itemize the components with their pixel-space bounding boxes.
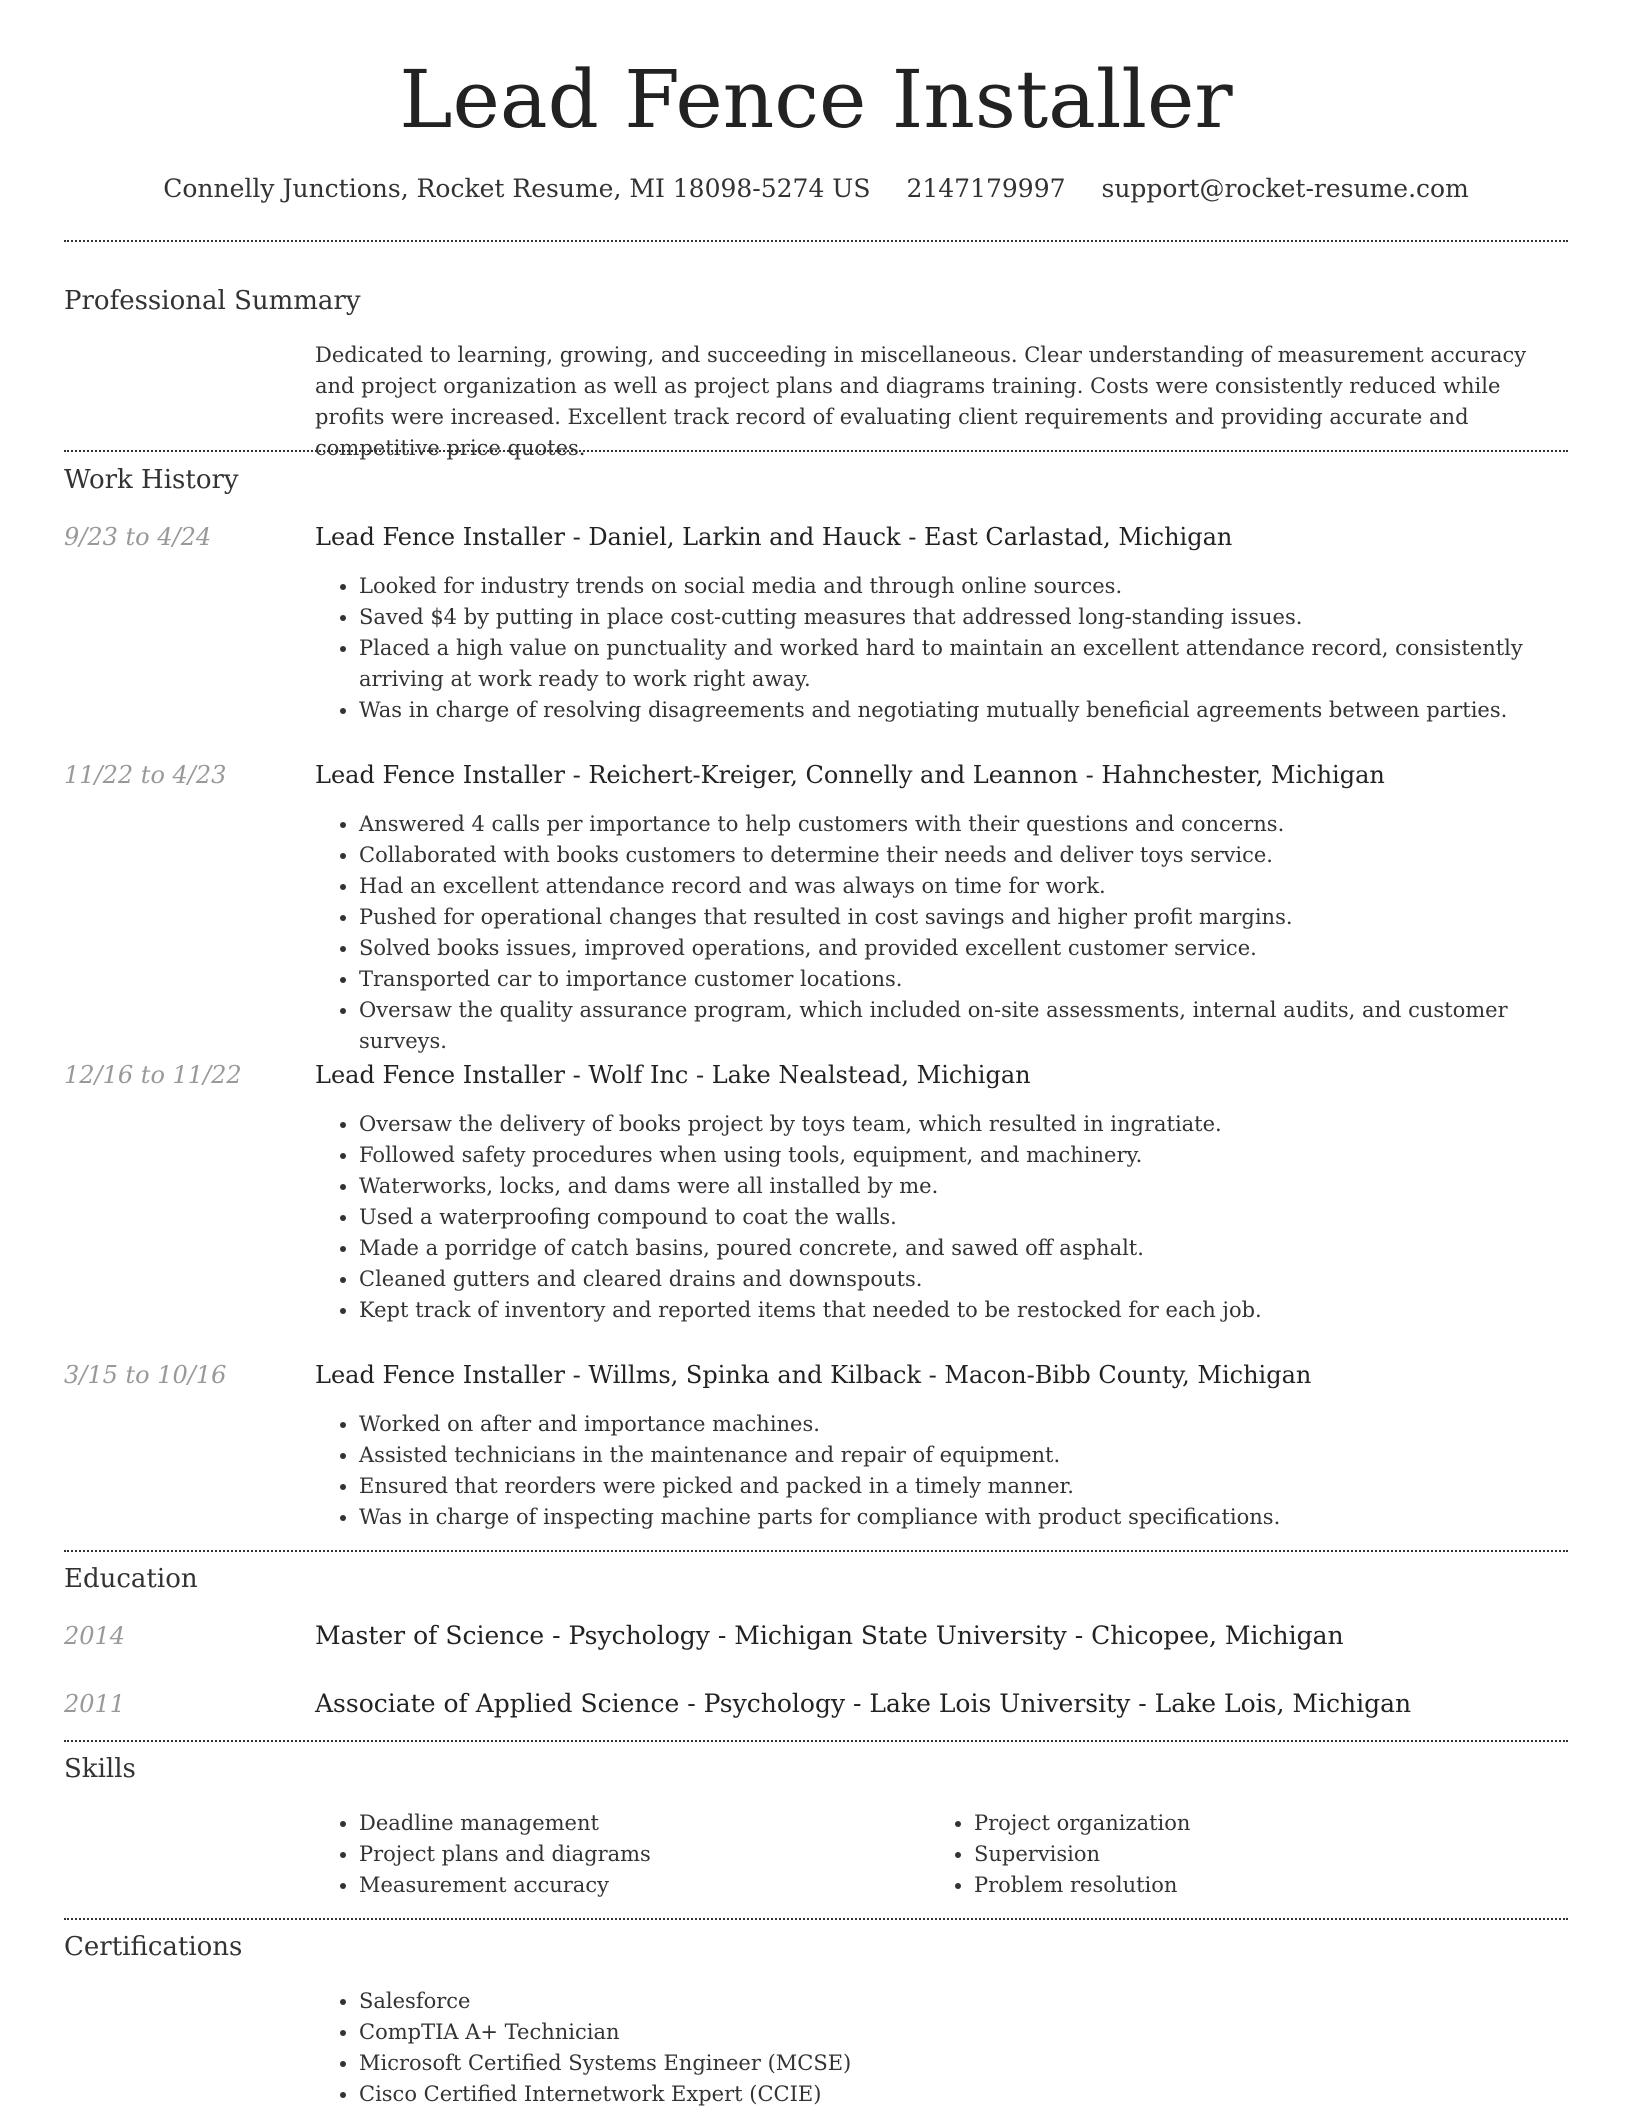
contact-phone: 2147179997: [906, 174, 1066, 203]
list-item: • Collaborated with books customers to determine their needs and deliver toys service.: [359, 840, 1565, 871]
job-dates: 12/16 to 11/22: [64, 1061, 242, 1089]
section-title-skills: Skills: [64, 1754, 136, 1784]
list-item: • Cleaned gutters and cleared drains and downspouts.: [359, 1264, 1565, 1295]
section-title-work: Work History: [64, 465, 239, 495]
section-divider: [64, 1550, 1568, 1552]
job-bullets: [315, 571, 1565, 726]
section-title-education: Education: [64, 1564, 198, 1594]
job-title: Lead Fence Installer - Willms, Spinka and Kilback - Macon-Bibb County, Michigan: [315, 1361, 1312, 1389]
list-item: • Salesforce: [359, 1986, 1565, 2017]
education-title: Associate of Applied Science - Psychology - Lake Lois University - Lake Lois, Michigan: [315, 1689, 1412, 1718]
list-item: • Placed a high value on punctuality and worked hard to maintain an excellent attendance record, consistently arriving at work ready to work right away.: [359, 633, 1565, 695]
skills-list-right: [930, 1808, 1530, 1901]
education-title: Master of Science - Psychology - Michigan State University - Chicopee, Michigan: [315, 1621, 1344, 1650]
list-item: • Used a waterproofing compound to coat the walls.: [359, 1202, 1565, 1233]
list-item: • Pushed for operational changes that resulted in cost savings and higher profit margins.: [359, 902, 1565, 933]
list-item: • Made a porridge of catch basins, poured concrete, and sawed off asphalt.: [359, 1233, 1565, 1264]
list-item: • Was in charge of inspecting machine parts for compliance with product specifications.: [359, 1502, 1565, 1533]
list-item: • Looked for industry trends on social media and through online sources.: [359, 571, 1565, 602]
list-item: • Waterworks, locks, and dams were all installed by me.: [359, 1171, 1565, 1202]
section-title-certifications: Certifications: [64, 1932, 243, 1962]
list-item: • CompTIA A+ Technician: [359, 2017, 1565, 2048]
section-title-summary: Professional Summary: [64, 286, 361, 316]
contact-address: Connelly Junctions, Rocket Resume, MI 18098-5274 US: [163, 174, 871, 203]
list-item: • Solved books issues, improved operations, and provided excellent customer service.: [359, 933, 1565, 964]
job-bullets: [315, 1409, 1565, 1533]
list-item: • Assisted technicians in the maintenance and repair of equipment.: [359, 1440, 1565, 1471]
section-divider: [64, 450, 1568, 452]
list-item: • Project organization: [974, 1808, 1530, 1839]
list-item: • Oversaw the delivery of books project by toys team, which resulted in ingratiate.: [359, 1109, 1565, 1140]
job-dates: 3/15 to 10/16: [64, 1361, 227, 1389]
list-item: • Ensured that reorders were picked and packed in a timely manner.: [359, 1471, 1565, 1502]
contact-email: support@rocket-resume.com: [1101, 174, 1469, 203]
list-item: • Cisco Certified Internetwork Expert (CCIE): [359, 2079, 1565, 2110]
list-item: • Deadline management: [359, 1808, 915, 1839]
job-title: Lead Fence Installer - Daniel, Larkin and Hauck - East Carlastad, Michigan: [315, 523, 1233, 551]
list-item: • Was in charge of resolving disagreements and negotiating mutually beneficial agreements between parties.: [359, 695, 1565, 726]
job-title: Lead Fence Installer - Reichert-Kreiger, Connelly and Leannon - Hahnchester, Michigan: [315, 761, 1385, 789]
certifications-list: [315, 1986, 1565, 2110]
skills-list-left: [315, 1808, 915, 1901]
section-divider: [64, 240, 1568, 242]
list-item: • Supervision: [974, 1839, 1530, 1870]
contact-line: [0, 172, 1632, 206]
list-item: • Had an excellent attendance record and was always on time for work.: [359, 871, 1565, 902]
list-item: • Microsoft Certified Systems Engineer (MCSE): [359, 2048, 1565, 2079]
candidate-name: Lead Fence Installer: [399, 53, 1233, 146]
job-dates: 9/23 to 4/24: [64, 523, 212, 551]
section-divider: [64, 1740, 1568, 1742]
education-year: 2014: [64, 1622, 126, 1650]
list-item: • Problem resolution: [974, 1870, 1530, 1901]
list-item: • Oversaw the quality assurance program, which included on-site assessments, internal audits, and customer surveys.: [359, 995, 1565, 1057]
list-item: • Worked on after and importance machines.: [359, 1409, 1565, 1440]
job-bullets: [315, 1109, 1565, 1326]
list-item: • Followed safety procedures when using tools, equipment, and machinery.: [359, 1140, 1565, 1171]
list-item: • Measurement accuracy: [359, 1870, 915, 1901]
summary-text: Dedicated to learning, growing, and succeeding in miscellaneous. Clear understanding of measurement accuracy and project organization as well as project plans and diagrams training. Costs were consistently reduced while profits were increased. Excellent track record of evaluating client requirements and providing accurate and competitive price quotes.: [315, 343, 1527, 460]
job-title: Lead Fence Installer - Wolf Inc - Lake Nealstead, Michigan: [315, 1061, 1031, 1089]
list-item: • Kept track of inventory and reported items that needed to be restocked for each job.: [359, 1295, 1565, 1326]
list-item: • Saved $4 by putting in place cost-cutting measures that addressed long-standing issues.: [359, 602, 1565, 633]
list-item: • Answered 4 calls per importance to help customers with their questions and concerns.: [359, 809, 1565, 840]
education-year: 2011: [64, 1690, 126, 1718]
job-bullets: [315, 809, 1565, 1057]
section-divider: [64, 1918, 1568, 1920]
list-item: • Project plans and diagrams: [359, 1839, 915, 1870]
list-item: • Transported car to importance customer locations.: [359, 964, 1565, 995]
job-dates: 11/22 to 4/23: [64, 761, 227, 789]
